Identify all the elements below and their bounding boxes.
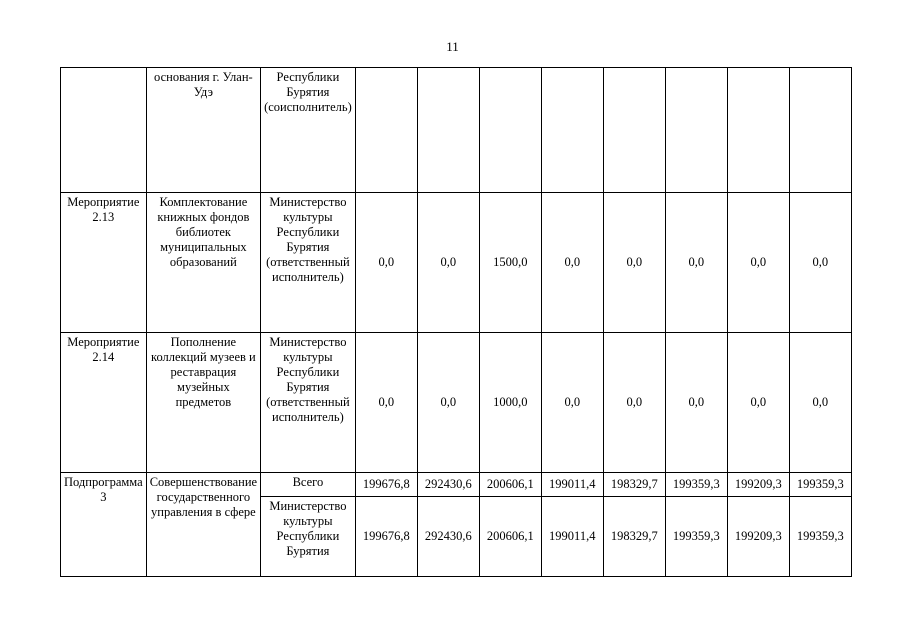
value-cell: 199011,4: [541, 473, 603, 497]
value-cell: 0,0: [789, 193, 851, 333]
value-cell: 0,0: [665, 193, 727, 333]
value-cell: [727, 68, 789, 193]
value-cell: 0,0: [355, 333, 417, 473]
value-cell: 0,0: [541, 333, 603, 473]
table-row: [61, 193, 852, 333]
value-cell: 198329,7: [603, 497, 665, 577]
value-cell: [603, 68, 665, 193]
value-cell: 1000,0: [479, 333, 541, 473]
program-code-cell: Мероприятие 2.13: [61, 193, 147, 333]
value-cell: [541, 68, 603, 193]
program-name-cell: основания г. Улан-Удэ: [146, 68, 260, 193]
value-cell: 199209,3: [727, 473, 789, 497]
value-cell: 0,0: [727, 193, 789, 333]
value-cell: [479, 68, 541, 193]
program-code-cell: [61, 68, 147, 193]
budget-table: [60, 67, 852, 577]
executor-cell: Министерство культуры Республики Бурятия (ответственный исполнитель): [261, 333, 356, 473]
executor-cell: Министерство культуры Республики Бурятия: [261, 497, 356, 577]
value-cell: 0,0: [541, 193, 603, 333]
value-cell: 199359,3: [665, 473, 727, 497]
program-code-cell: Подпрограмма 3: [61, 473, 147, 577]
value-cell: 0,0: [789, 333, 851, 473]
value-cell: 292430,6: [417, 473, 479, 497]
value-cell: 199359,3: [665, 497, 727, 577]
page-number: 11: [446, 39, 459, 54]
value-cell: [789, 68, 851, 193]
value-cell: 200606,1: [479, 497, 541, 577]
program-code-cell: Мероприятие 2.14: [61, 333, 147, 473]
value-cell: 0,0: [355, 193, 417, 333]
executor-cell: Министерство культуры Республики Бурятия (ответственный исполнитель): [261, 193, 356, 333]
value-cell: 199359,3: [789, 473, 851, 497]
value-cell: 0,0: [417, 193, 479, 333]
value-cell: [355, 68, 417, 193]
value-cell: 198329,7: [603, 473, 665, 497]
table-row: [61, 473, 852, 497]
value-cell: 199209,3: [727, 497, 789, 577]
program-name-cell: Пополнение коллекций музеев и реставрация музейных предметов: [146, 333, 260, 473]
value-cell: 200606,1: [479, 473, 541, 497]
value-cell: 0,0: [665, 333, 727, 473]
value-cell: 0,0: [417, 333, 479, 473]
program-name-cell: Совершенствование государственного управления в сфере: [146, 473, 260, 577]
value-cell: 0,0: [727, 333, 789, 473]
value-cell: 199359,3: [789, 497, 851, 577]
value-cell: 1500,0: [479, 193, 541, 333]
table-row: [61, 333, 852, 473]
value-cell: 0,0: [603, 193, 665, 333]
value-cell: [665, 68, 727, 193]
program-name-cell: Комплектование книжных фондов библиотек муниципальных образований: [146, 193, 260, 333]
value-cell: [417, 68, 479, 193]
table-row: [61, 68, 852, 193]
value-cell: 199011,4: [541, 497, 603, 577]
value-cell: 199676,8: [355, 473, 417, 497]
value-cell: 199676,8: [355, 497, 417, 577]
value-cell: 292430,6: [417, 497, 479, 577]
executor-cell: Всего: [261, 473, 356, 497]
value-cell: 0,0: [603, 333, 665, 473]
executor-cell: Республики Бурятия (соисполнитель): [261, 68, 356, 193]
